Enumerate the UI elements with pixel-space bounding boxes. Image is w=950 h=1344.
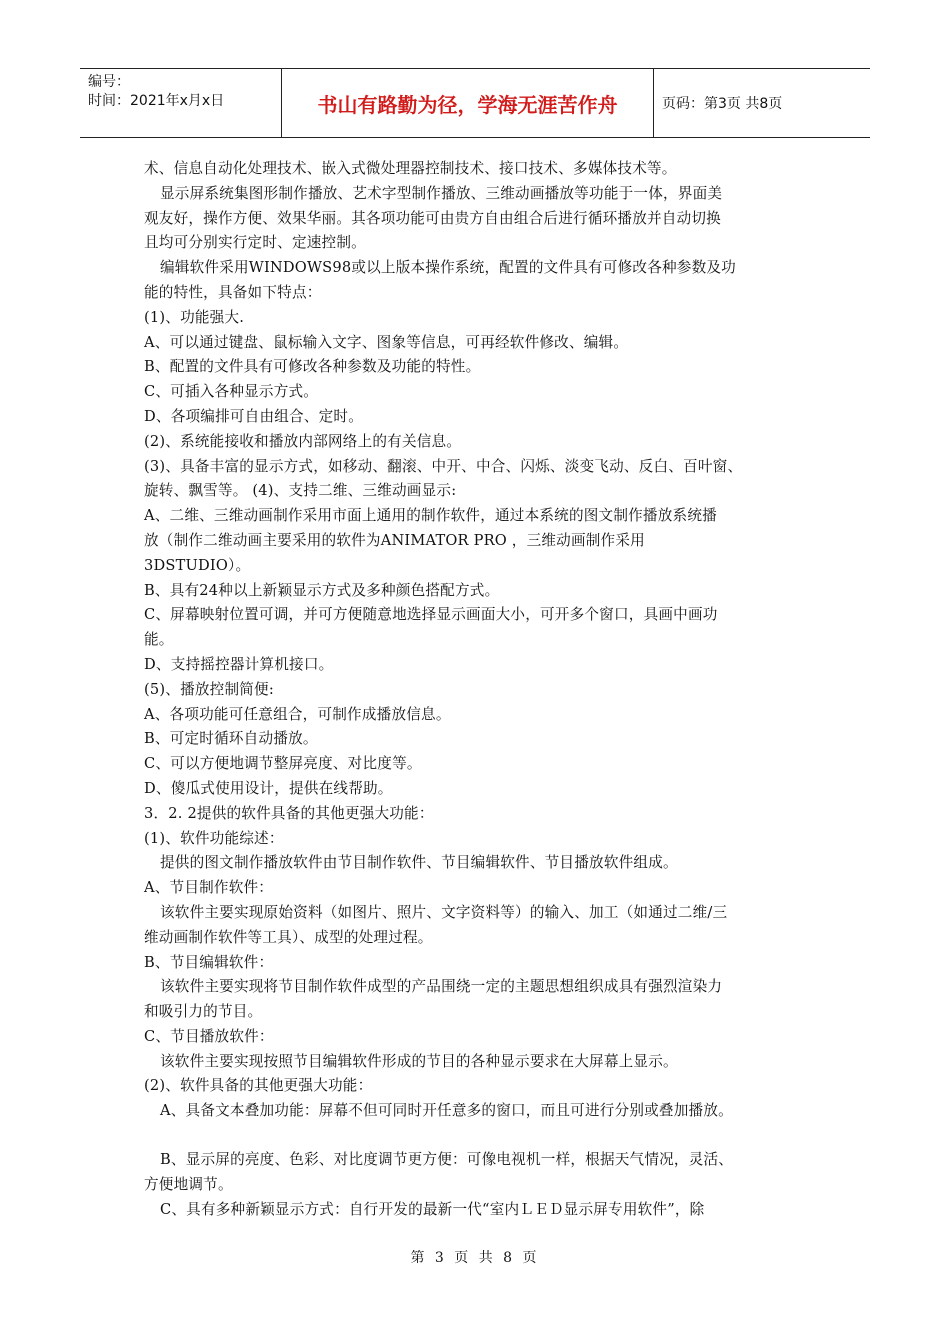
text-line: 该软件主要实现原始资料（如图片、照片、文字资料等）的输入、加工（如通过二维/三	[160, 903, 728, 921]
text-line: B、显示屏的亮度、色彩、对比度调节更方便：可像电视机一样，根据天气情况，灵活、	[160, 1151, 734, 1169]
text-line: 编辑软件采用WINDOWS98或以上版本操作系统，配置的文件具有可修改各种参数及功	[160, 259, 736, 277]
text-line: (1)、软件功能综述：	[144, 829, 284, 847]
text-line: 提供的图文制作播放软件由节目制作软件、节目编辑软件、节目播放软件组成。	[160, 854, 678, 872]
header-meta-cell	[80, 69, 282, 137]
text-line: (3)、具备丰富的显示方式，如移动、翻滚、中开、中合、闪烁、淡变飞动、反白、百叶窗、	[144, 457, 743, 475]
text-line: A、各项功能可任意组合，可制作成播放信息。	[144, 705, 451, 723]
text-line: 观友好，操作方便、效果华丽。其各项功能可由贵方自由组合后进行循环播放并自动切换	[144, 209, 721, 227]
text-line: 旋转、飘雪等。 (4)、支持二维、三维动画显示:	[144, 482, 457, 500]
text-line: (5)、播放控制简便:	[144, 680, 274, 698]
text-line: 显示屏系统集图形制作播放、艺术字型制作播放、三维动画播放等功能于一体，界面美	[160, 184, 723, 202]
code-label: 编号：	[88, 74, 130, 90]
text-line: 能的特性，具备如下特点：	[144, 283, 322, 301]
text-line: 3DSTUDIO）。	[144, 556, 251, 574]
text-line: B、配置的文件具有可修改各种参数及功能的特性。	[144, 358, 481, 376]
header-table	[80, 68, 870, 138]
text-line: A、可以通过键盘、鼠标输入文字、图象等信息，可再经软件修改、编辑。	[144, 333, 629, 351]
text-line: C、具有多种新颖显示方式：自行开发的最新一代“室内ＬＥＤ显示屏专用软件”，除	[160, 1200, 705, 1218]
text-line: 放（制作二维动画主要采用的软件为ANIMATOR PRO ，三维动画制作采用	[144, 531, 645, 549]
document-body	[144, 157, 819, 1222]
text-line: B、具有24种以上新颖显示方式及多种颜色搭配方式。	[144, 581, 500, 599]
text-line: C、屏幕映射位置可调，并可方便随意地选择显示画面大小，可开多个窗口，具画中画功	[144, 606, 718, 624]
text-line: 该软件主要实现按照节目编辑软件形成的节目的各种显示要求在大屏幕上显示。	[160, 1052, 678, 1070]
text-line: A、具备文本叠加功能：屏幕不但可同时开任意多的窗口，而且可进行分别或叠加播放。	[160, 1102, 733, 1120]
page-footer: 第 3 页 共 8 页	[410, 1250, 540, 1266]
text-line: 3．2. 2提供的软件具备的其他更强大功能：	[144, 804, 434, 822]
text-line: (2)、系统能接收和播放内部网络上的有关信息。	[144, 432, 462, 450]
text-line: 能。	[144, 631, 174, 649]
text-line: 且均可分别实行定时、定速控制。	[144, 234, 366, 252]
text-line: A、二维、三维动画制作采用市面上通用的制作软件，通过本系统的图文制作播放系统播	[144, 507, 717, 525]
text-line: C、节目播放软件：	[144, 1027, 274, 1045]
text-line: B、可定时循环自动播放。	[144, 730, 318, 748]
time-label: 时间：2021年x月x日	[88, 93, 225, 109]
text-line: 维动画制作软件等工具）、成型的处理过程。	[144, 928, 433, 946]
text-line: A、节目制作软件：	[144, 879, 274, 897]
page-info: 页码：第3页 共8页	[662, 96, 783, 112]
text-line: D、傻瓜式使用设计，提供在线帮助。	[144, 779, 393, 797]
text-line: D、各项编排可自由组合、定时。	[144, 407, 364, 425]
text-line: C、可以方便地调节整屏亮度、对比度等。	[144, 755, 422, 773]
text-line: (1)、功能强大.	[144, 308, 245, 326]
text-line: 术、信息自动化处理技术、嵌入式微处理器控制技术、接口技术、多媒体技术等。	[144, 160, 677, 177]
text-line: 方便地调节。	[144, 1175, 233, 1193]
text-line: 和吸引力的节目。	[144, 1003, 263, 1021]
text-line: 该软件主要实现将节目制作软件成型的产品围绕一定的主题思想组织成具有强烈渲染力	[160, 978, 723, 996]
text-line: D、支持摇控器计算机接口。	[144, 655, 334, 673]
motto: 书山有路勤为径，学海无涯苦作舟	[282, 69, 654, 137]
text-line: (2)、软件具备的其他更强大功能：	[144, 1077, 373, 1095]
text-line: C、可插入各种显示方式。	[144, 383, 319, 401]
text-line: B、节目编辑软件：	[144, 953, 274, 971]
